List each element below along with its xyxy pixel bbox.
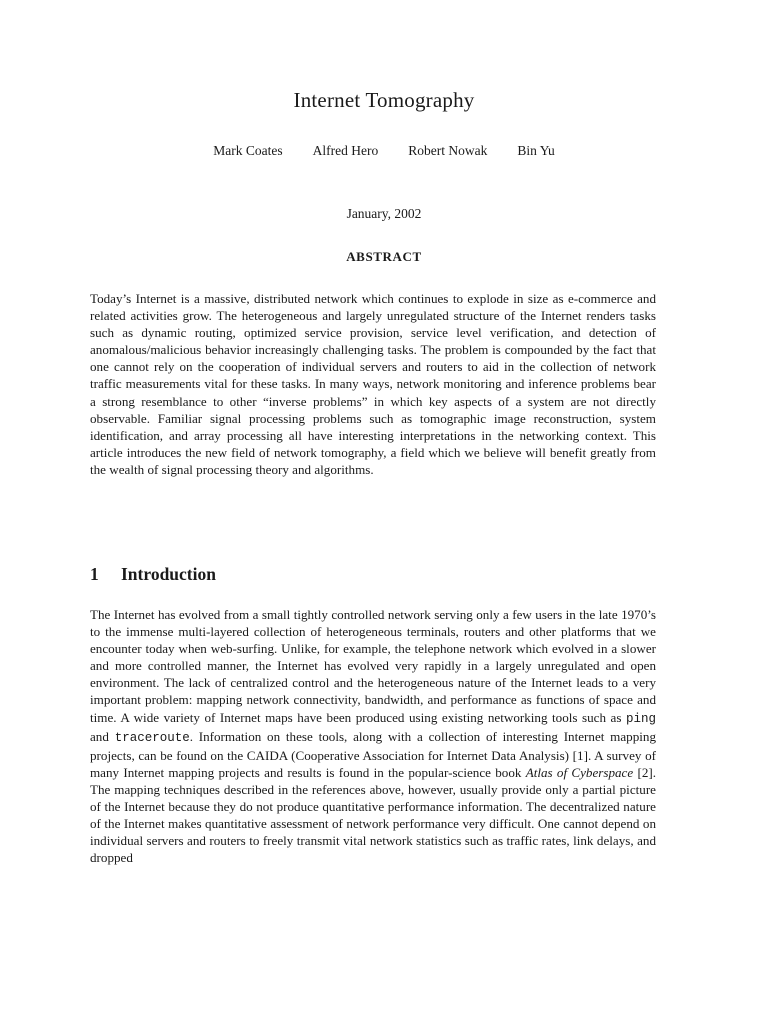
author-name: Bin Yu	[517, 143, 555, 158]
intro-text: and	[90, 728, 115, 744]
introduction-paragraph	[90, 606, 656, 866]
paper-title: Internet Tomography	[293, 88, 475, 112]
section-number: 1	[90, 564, 99, 584]
section-heading	[90, 564, 656, 585]
publication-date: January, 2002	[346, 206, 422, 221]
code-ping: ping	[625, 711, 656, 726]
intro-text: [2]. The mapping techniques described in the references above, however, usually provide only a partial picture of the Internet because they do not produce quantitative performance information. The decentralized nature of the Internet makes quantitative assessment of network performance very difficult. One cannot depend on individual servers and routers to freely transmit vital network statistics such as traffic rates, link delays, and dropped	[90, 764, 657, 866]
code-traceroute: traceroute	[114, 730, 190, 745]
abstract-text: Today’s Internet is a massive, distributed network which continues to explode in size as e-commerce and related activities grow. The heterogeneous and largely unregulated structure of the Internet renders tasks such as dynamic routing, optimized service provision, service level verification, and detection of anomalous/malicious behavior increasingly challenging tasks. The problem is compounded by the fact that one cannot rely on the cooperation of individual servers and routers to aid in the collection of network traffic measurements vital for these tasks. In many ways, network monitoring and inference problems bear a strong resemblance to other “inverse problems” in which key aspects of a system are not directly observable. Familiar signal processing problems such as tomographic image reconstruction, system identification, and array processing all have interesting interpretations in the networking context. This article introduces the new field of network tomography, a field which we believe will benefit greatly from the wealth of signal processing theory and algorithms.	[90, 291, 656, 477]
section-title: Introduction	[121, 564, 216, 584]
author-name: Alfred Hero	[312, 143, 379, 158]
intro-text: The Internet has evolved from a small tightly controlled network serving only a few users in the late 1970’s to the immense multi-layered collection of heterogeneous terminals, routers and other platforms that we encounter today when web-surfing. Unlike, for example, the telephone network which evolved in a slower and more controlled manner, the Internet has evolved very rapidly in a largely unregulated and open environment. The lack of centralized control and the heterogeneous nature of the Internet leads to a very important problem: mapping network connectivity, bandwidth, and performance as functions of space and time. A wide variety of Internet maps have been produced using existing networking tools such as	[90, 607, 656, 725]
intro-text: . Information on these tools, along with a collection of interesting Internet mapping projects, can be found on the CAIDA (Cooperative Association for Internet Data Analysis) [1]. A survey of many Internet mapping projects and results is found in the popular-science book	[90, 728, 656, 780]
abstract-heading: ABSTRACT	[346, 249, 422, 264]
book-title: Atlas of Cyberspace	[525, 764, 634, 780]
author-list	[0, 143, 768, 159]
author-name: Robert Nowak	[408, 143, 488, 158]
author-name: Mark Coates	[213, 143, 283, 158]
